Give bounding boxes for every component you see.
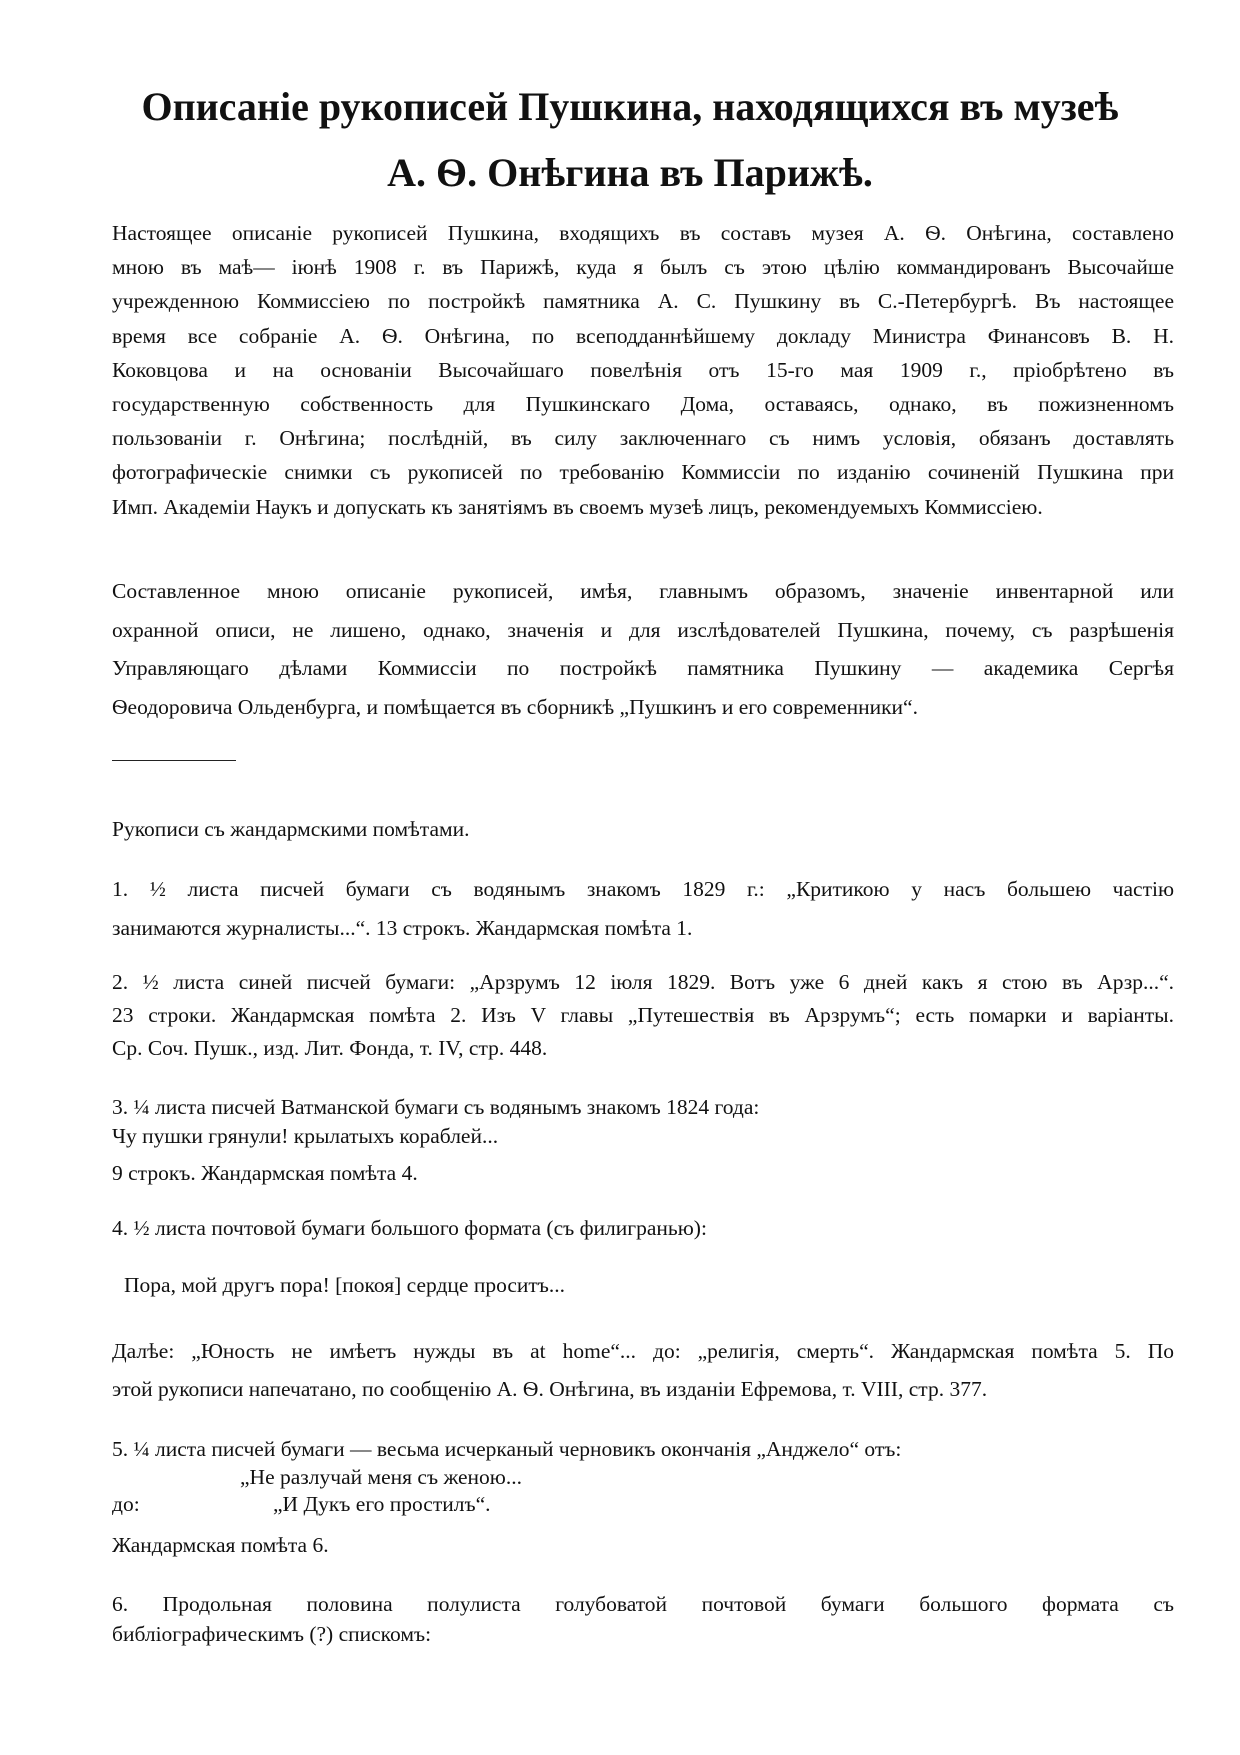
item-5-tail: Жандармская помѣта 6. <box>112 1533 329 1557</box>
intro-paragraph-1 <box>112 216 1174 524</box>
item-4-tail <box>112 1332 1174 1408</box>
item-5-to-label: до: <box>112 1492 140 1516</box>
intro-paragraph-2 <box>112 572 1174 726</box>
item-5-to: „И Дукъ его простилъ“. <box>273 1492 491 1516</box>
separator-rule <box>112 760 236 761</box>
title-line-1: Описаніе рукописей Пушкина, находящихся въ музеѣ <box>141 84 1119 129</box>
text-line: учрежденною Коммиссіею по постройкѣ памятника А. С. Пушкину въ С.-Петербургѣ. Въ настоящее <box>112 289 1174 314</box>
item-5-from: „Не разлучай меня съ женою... <box>240 1465 522 1489</box>
text-line: 6. Продольная половина полулиста голубоватой почтовой бумаги большого формата съ <box>112 1592 1174 1616</box>
item-3-tail: 9 строкъ. Жандармская помѣта 4. <box>112 1161 418 1185</box>
text-line: Коковцова и на основаніи Высочайшаго повелѣнія отъ 15-го мая 1909 г., пріобрѣтено въ <box>112 357 1174 382</box>
text-line: занимаются журналисты...“. 13 строкъ. Жандармская помѣта 1. <box>112 916 693 940</box>
text-line: время все собраніе А. Ѳ. Онѣгина, по всеподданнѣйшему докладу Министра Финансовъ В. Н. <box>112 323 1174 348</box>
text-line: этой рукописи напечатано, по сообщенію А. Ѳ. Онѣгина, въ изданіи Ефремова, т. VIII, стр. 377. <box>112 1377 988 1401</box>
text-line: библіографическимъ (?) спискомъ: <box>112 1622 432 1646</box>
item-5-heading: 5. ¼ листа писчей бумаги — весьма исчерканый черновикъ окончанія „Анджело“ отъ: <box>112 1437 902 1461</box>
item-6 <box>112 1589 1174 1649</box>
text-line: Управляющаго дѣлами Коммиссіи по постройкѣ памятника Пушкину — академика Сергѣя <box>112 656 1174 681</box>
item-4-heading: 4. ½ листа почтовой бумаги большого формата (съ филигранью): <box>112 1216 707 1240</box>
item-3-verse: Чу пушки грянули! крылатыхъ кораблей... <box>112 1124 499 1148</box>
text-line: фотографическіе снимки съ рукописей по требованію Коммиссіи по изданію сочиненій Пушкина при <box>112 460 1174 485</box>
text-line: Имп. Академіи Наукъ и допускать къ занятіямъ въ своемъ музеѣ лицъ, рекомендуемыхъ Коммиссіею. <box>112 494 1043 519</box>
text-line: Ѳеодоровича Ольденбурга, и помѣщается въ сборникѣ „Пушкинъ и его современники“. <box>112 694 918 719</box>
text-line: Ср. Соч. Пушк., изд. Лит. Фонда, т. IV, стр. 448. <box>112 1036 548 1060</box>
section-heading: Рукописи съ жандармскими помѣтами. <box>112 817 470 841</box>
item-1 <box>112 870 1174 948</box>
item-2 <box>112 966 1174 1065</box>
text-line: Далѣе: „Юность не имѣетъ нужды въ at home“... до: „религія, смерть“. Жандармская помѣта 5. По <box>112 1339 1174 1363</box>
item-4-verse: Пора, мой другъ пора! [покоя] сердце проситъ... <box>124 1273 566 1297</box>
item-3-heading: 3. ¼ листа писчей Ватманской бумаги съ водянымъ знакомъ 1824 года: <box>112 1095 760 1119</box>
title-line-2: А. Ѳ. Онѣгина въ Парижѣ. <box>387 150 873 195</box>
text-line: Настоящее описаніе рукописей Пушкина, входящихъ въ составъ музея А. Ѳ. Онѣгина, составлено <box>112 221 1174 245</box>
text-line: 23 строки. Жандармская помѣта 2. Изъ V главы „Путешествія въ Арзрумъ“; есть помарки и варіанты. <box>112 1003 1174 1027</box>
document-title <box>110 74 1150 206</box>
text-line: 1. ½ листа писчей бумаги съ водянымъ знакомъ 1829 г.: „Критикою у насъ большею частію <box>112 877 1174 901</box>
text-line: мною въ маѣ— іюнѣ 1908 г. въ Парижѣ, куда я былъ съ этою цѣлію коммандированъ Высочайше <box>112 255 1174 280</box>
text-line: охранной описи, не лишено, однако, значенія и для изслѣдователей Пушкина, почему, съ разрѣшенія <box>112 617 1174 642</box>
text-line: пользованіи г. Онѣгина; послѣдній, въ силу заключеннаго съ нимъ условія, обязанъ доставлять <box>112 426 1174 451</box>
text-line: государственную собственность для Пушкинскаго Дома, оставаясь, однако, въ пожизненномъ <box>112 392 1174 417</box>
text-line: 2. ½ листа синей писчей бумаги: „Арзрумъ 12 іюля 1829. Вотъ уже 6 дней какъ я стою въ Арзр...“. <box>112 970 1174 994</box>
text-line: Составленное мною описаніе рукописей, имѣя, главнымъ образомъ, значеніе инвентарной или <box>112 579 1174 603</box>
